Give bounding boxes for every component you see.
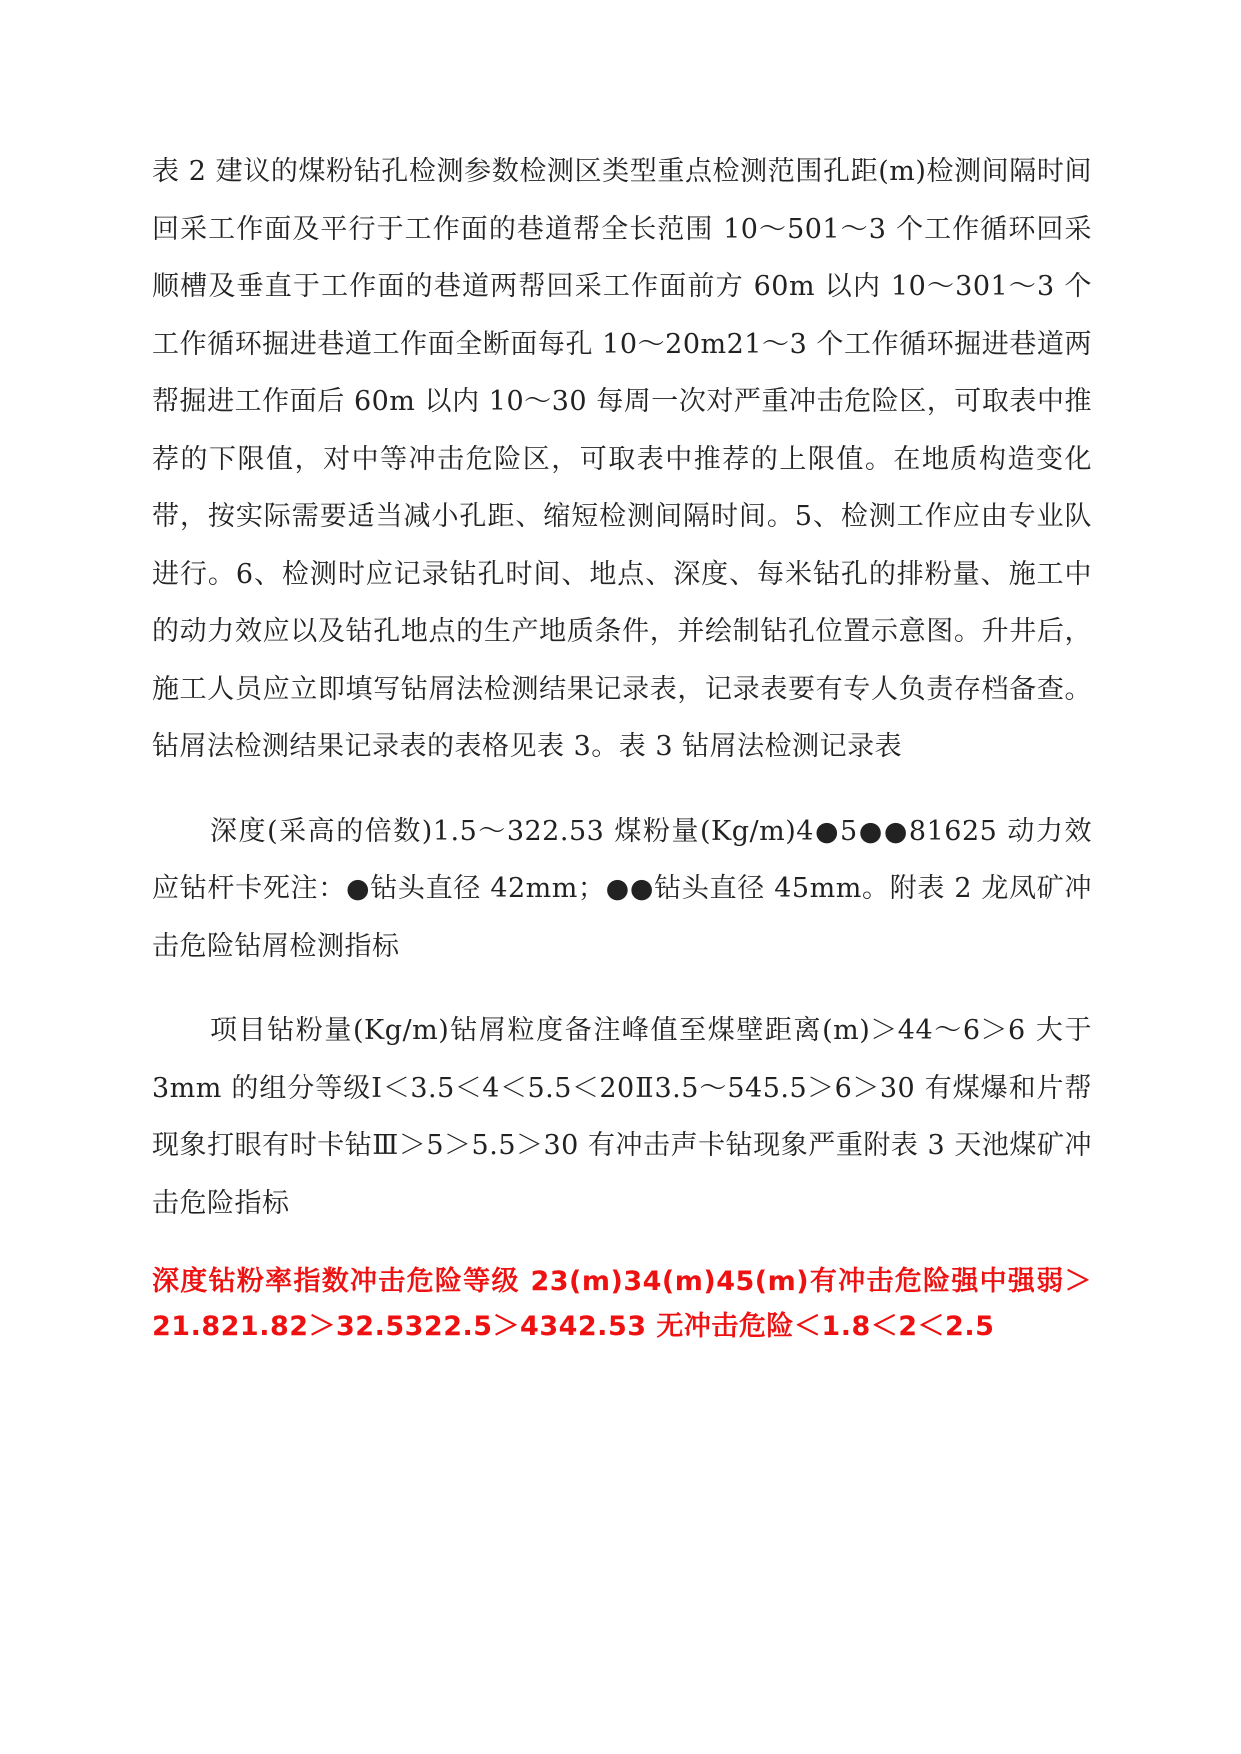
paragraph-gap xyxy=(152,975,1092,1002)
document-body xyxy=(152,143,1092,1349)
paragraph-gap xyxy=(152,776,1092,803)
paragraph-table3-content: 深度(采高的倍数)1.5～322.53 煤粉量(Kg/m)4●5●●81625 动力效应钻杆卡死注：●钻头直径 42mm；●●钻头直径 45mm。附表 2 龙凤矿冲击危险钻屑检测指标 xyxy=(152,815,1092,962)
paragraph-appendix3-highlight: 深度钻粉率指数冲击危险等级 23(m)34(m)45(m)有冲击危险强中强弱＞21.821.82＞32.5322.5＞4342.53 无冲击危险＜1.8＜2＜2.5 xyxy=(152,1266,1092,1342)
paragraph-appendix2-content: 项目钻粉量(Kg/m)钻屑粒度备注峰值至煤壁距离(m)＞44～6＞6 大于 3mm 的组分等级Ⅰ＜3.5＜4＜5.5＜20Ⅱ3.5～545.5＞6＞30 有煤爆和片帮现象打眼有时卡钻Ⅲ＞5＞5.5＞30 有冲击声卡钻现象严重附表 3 天池煤矿冲击危险指标 xyxy=(152,1015,1092,1219)
paragraph-table2-description: 表 2 建议的煤粉钻孔检测参数检测区类型重点检测范围孔距(m)检测间隔时间回采工作面及平行于工作面的巷道帮全长范围 10～501～3 个工作循环回采顺槽及垂直于工作面的巷道两帮回采工作面前方 60m 以内 10～301～3 个工作循环掘进巷道工作面全断面每孔 10～20m21～3 个工作循环掘进巷道两帮掘进工作面后 60m 以内 10～30 每周一次对严重冲击危险区，可取表中推荐的下限值，对中等冲击危险区，可取表中推荐的上限值。在地质构造变化带，按实际需要适当减小孔距、缩短检测间隔时间。5、检测工作应由专业队进行。6、检测时应记录钻孔时间、地点、深度、每米钻孔的排粉量、施工中的动力效应以及钻孔地点的生产地质条件，并绘制钻孔位置示意图。升井后，施工人员应立即填写钻屑法检测结果记录表，记录表要有专人负责存档备查。钻屑法检测结果记录表的表格见表 3。表 3 钻屑法检测记录表 xyxy=(152,156,1092,762)
paragraph-gap xyxy=(152,1232,1092,1259)
